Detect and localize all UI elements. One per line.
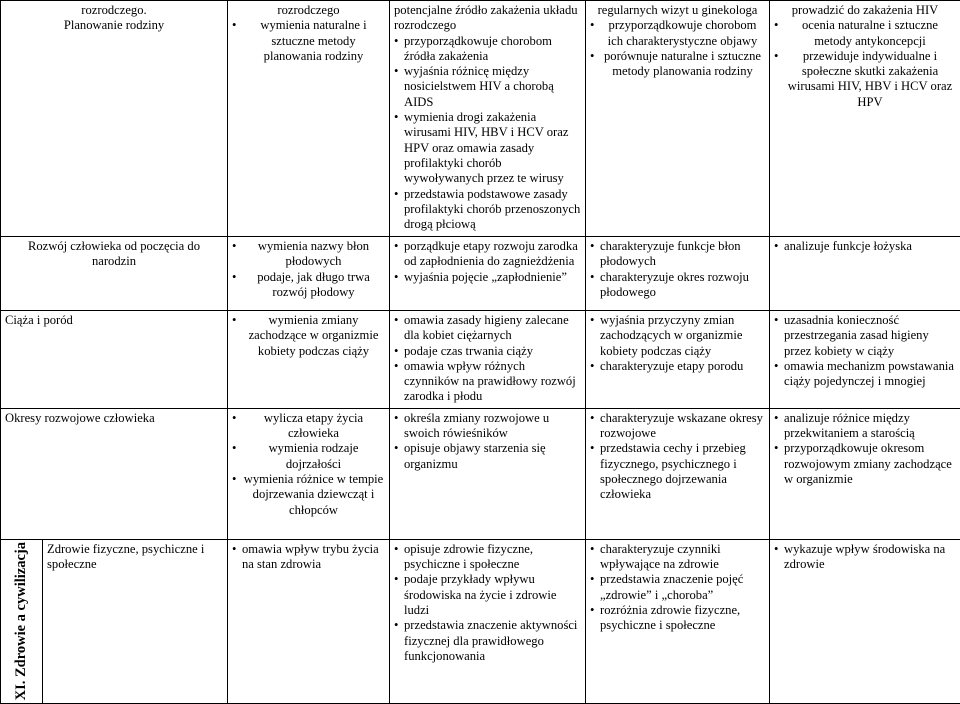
list-item: • analizuje różnice między przekwitaniem a starością	[774, 411, 956, 442]
level-3-cell	[586, 237, 770, 311]
list-item: • omawia mechanizm powstawania ciąży pojedynczej i mnogiej	[774, 359, 956, 390]
table-row	[1, 311, 960, 409]
level-4-cell	[770, 1, 960, 237]
list-item: • przedstawia cechy i przebieg fizycznego, psychicznego i społecznego dojrzewania człowieka	[590, 441, 765, 502]
level-2-cell	[390, 408, 586, 539]
list-item: • wymienia drogi zakażenia wirusami HIV, HBV i HCV oraz HPV oraz omawia zasady profilaktyki chorób wywoływanych przez te wirusy	[394, 110, 581, 186]
list-item: • wylicza etapy życia człowieka	[232, 411, 385, 442]
list-item: • charakteryzuje etapy porodu	[590, 359, 765, 374]
level-2-cell	[390, 539, 586, 703]
list-item: • przyporządkowuje chorobom ich charakterystyczne objawy	[590, 18, 765, 49]
list-item: • wymienia nazwy błon płodowych	[232, 239, 385, 270]
list-item: • porządkuje etapy rozwoju zarodka od zapłodnienia do zagnieżdżenia	[394, 239, 581, 270]
list-item: • rozróżnia zdrowie fizyczne, psychiczne i społeczne	[590, 603, 765, 634]
list-item: • wykazuje wpływ środowiska na zdrowie	[774, 542, 956, 573]
list-item: • ocenia naturalne i sztuczne metody antykoncepcji	[774, 18, 956, 49]
topic-cell	[43, 539, 228, 703]
level-3-cell	[586, 311, 770, 409]
list-item: • wyjaśnia różnicę między nosicielstwem HIV a chorobą AIDS	[394, 64, 581, 110]
table-row	[1, 539, 960, 703]
list-item: • porównuje naturalne i sztuczne metody planowania rodziny	[590, 49, 765, 80]
list-item: • podaje, jak długo trwa rozwój płodowy	[232, 270, 385, 301]
cell-text: rozrodczego	[232, 3, 385, 18]
list-item: • uzasadnia konieczność przestrzegania zasad higieny przez kobiety w ciąży	[774, 313, 956, 359]
level-4-cell	[770, 539, 960, 703]
topic-cell	[1, 408, 228, 539]
level-1-cell	[228, 237, 390, 311]
list-item: • opisuje objawy starzenia się organizmu	[394, 441, 581, 472]
list-item: • przedstawia znaczenie aktywności fizycznej dla prawidłowego funkcjonowania	[394, 618, 581, 664]
list-item: • charakteryzuje okres rozwoju płodowego	[590, 270, 765, 301]
level-1-cell	[228, 539, 390, 703]
level-2-cell	[390, 1, 586, 237]
level-2-cell	[390, 237, 586, 311]
list-item: • omawia wpływ różnych czynników na prawidłowy rozwój zarodka i płodu	[394, 359, 581, 405]
table-row	[1, 1, 960, 237]
topic-cell	[1, 237, 228, 311]
level-1-cell	[228, 311, 390, 409]
list-item: • podaje czas trwania ciąży	[394, 344, 581, 359]
level-1-cell	[228, 408, 390, 539]
topic-cell	[1, 1, 228, 237]
list-item: • omawia zasady higieny zalecane dla kobiet ciężarnych	[394, 313, 581, 344]
list-item: • wymienia naturalne i sztuczne metody planowania rodziny	[232, 18, 385, 64]
list-item: • omawia wpływ trybu życia na stan zdrowia	[232, 542, 385, 573]
topic-line: Planowanie rodziny	[5, 18, 223, 33]
level-3-cell	[586, 1, 770, 237]
list-item: • wymienia rodzaje dojrzałości	[232, 441, 385, 472]
list-item: • charakteryzuje wskazane okresy rozwojowe	[590, 411, 765, 442]
list-item: • przyporządkowuje chorobom źródła zakażenia	[394, 34, 581, 65]
list-item: • przedstawia podstawowe zasady profilaktyki chorób przenoszonych drogą płciową	[394, 187, 581, 233]
level-1-cell	[228, 1, 390, 237]
list-item: • przyporządkowuje okresom rozwojowym zmiany zachodzące w organizmie	[774, 441, 956, 487]
section-title: XI. Zdrowie a cywilizacja	[13, 542, 30, 700]
list-item: • wyjaśnia przyczyny zmian zachodzących w organizmie kobiety podczas ciąży	[590, 313, 765, 359]
topic-line: Zdrowie fizyczne, psychiczne i społeczne	[47, 542, 223, 573]
topic-line: rozrodczego.	[5, 3, 223, 18]
list-item: • określa zmiany rozwojowe u swoich rówieśników	[394, 411, 581, 442]
list-item: • wyjaśnia pojęcie „zapłodnienie”	[394, 270, 581, 285]
list-item: • wymienia różnice w tempie dojrzewania dziewcząt i chłopców	[232, 472, 385, 518]
list-item: • opisuje zdrowie fizyczne, psychiczne i społeczne	[394, 542, 581, 573]
list-item: • przewiduje indywidualne i społeczne skutki zakażenia wirusami HIV, HBV i HCV oraz HPV	[774, 49, 956, 110]
list-item: • wymienia zmiany zachodzące w organizmie kobiety podczas ciąży	[232, 313, 385, 359]
level-3-cell	[586, 408, 770, 539]
level-4-cell	[770, 237, 960, 311]
topic-cell	[1, 311, 228, 409]
list-item: • charakteryzuje funkcje błon płodowych	[590, 239, 765, 270]
cell-text: potencjalne źródło zakażenia układu rozrodczego	[394, 3, 581, 34]
cell-text: regularnych wizyt u ginekologa	[590, 3, 765, 18]
level-2-cell	[390, 311, 586, 409]
table-row	[1, 408, 960, 539]
topic-line: Ciąża i poród	[5, 313, 223, 328]
list-item: • charakteryzuje czynniki wpływające na zdrowie	[590, 542, 765, 573]
level-3-cell	[586, 539, 770, 703]
cell-text: prowadzić do zakażenia HIV	[774, 3, 956, 18]
topic-line: Rozwój człowieka od poczęcia do narodzin	[5, 239, 223, 270]
list-item: • przedstawia znaczenie pojęć „zdrowie” i „choroba”	[590, 572, 765, 603]
topic-line: Okresy rozwojowe człowieka	[5, 411, 223, 426]
section-cell	[1, 539, 43, 703]
level-4-cell	[770, 408, 960, 539]
level-4-cell	[770, 311, 960, 409]
list-item: • podaje przykłady wpływu środowiska na życie i zdrowie ludzi	[394, 572, 581, 618]
table-row	[1, 237, 960, 311]
list-item: • analizuje funkcje łożyska	[774, 239, 956, 254]
